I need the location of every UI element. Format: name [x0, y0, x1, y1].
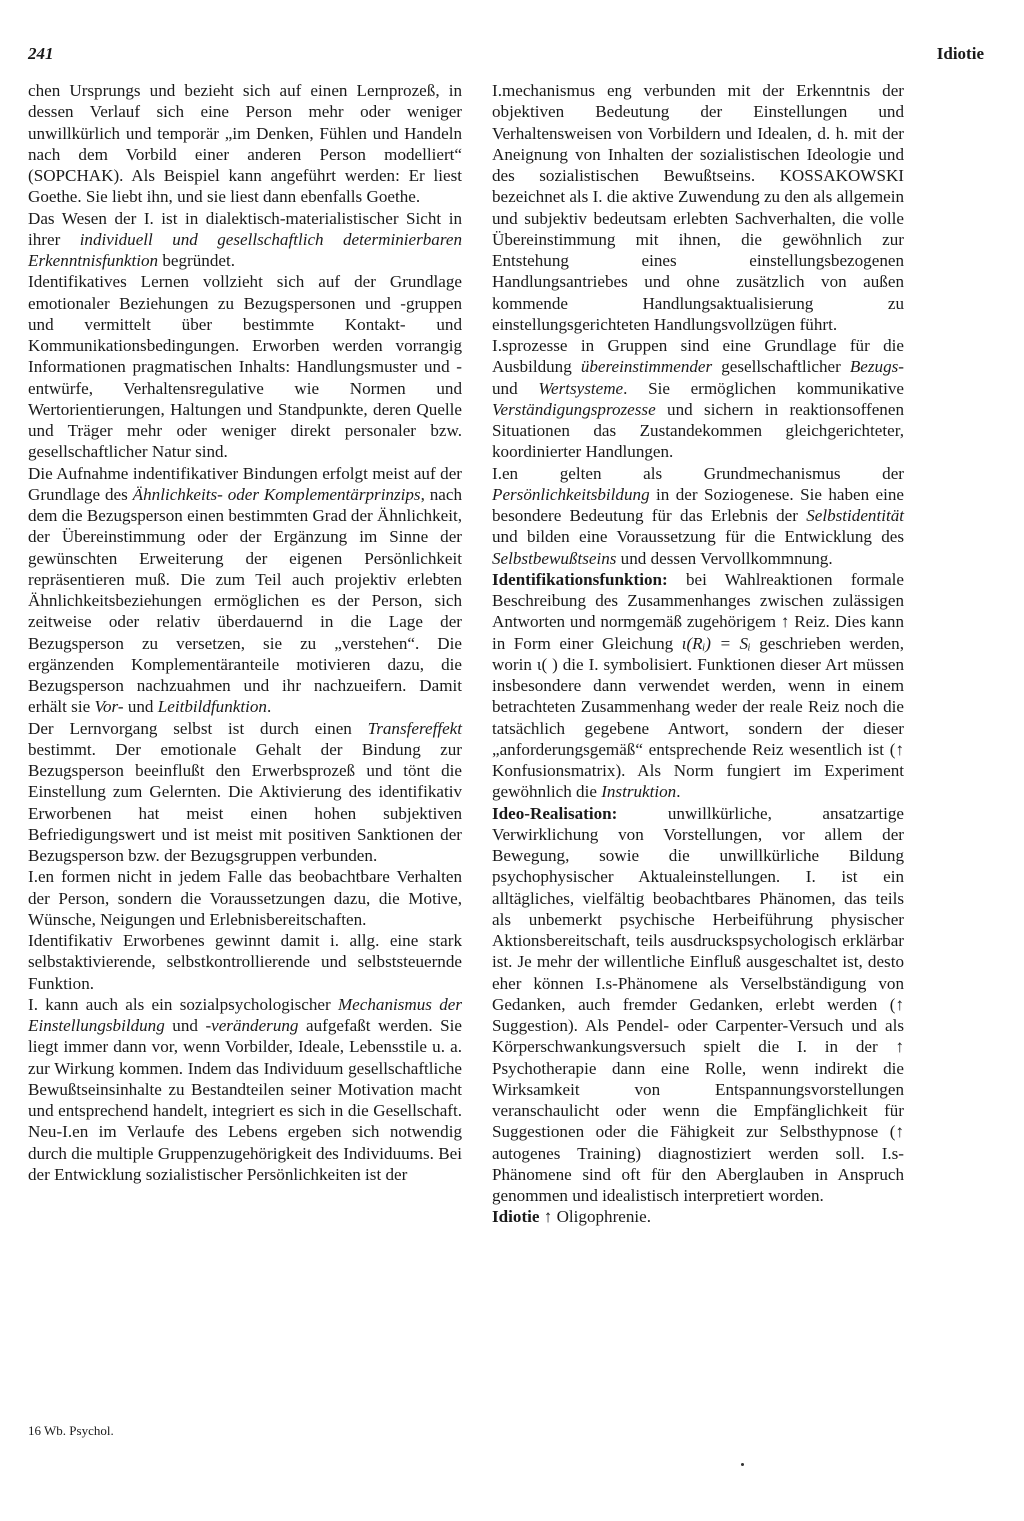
emphasis-text: Instruktion	[601, 782, 677, 802]
emphasis-text: übereinstimmender	[580, 357, 713, 377]
emphasis-text: Selbstbewußtseins	[492, 548, 617, 568]
text-run: .	[266, 697, 272, 717]
text-run: begründet.	[158, 251, 235, 270]
text-run: gesellschaftlicher	[712, 357, 850, 377]
text-run: I.mechanismus eng verbunden mit der Erkenntnis der objektiven Bedeutung der Einstellungen und Verhaltensweisen von Vorbildern und Idealen, d. h. mit der Aneignung von Inhalten der sozialistischen Ideologie und des sozialistischen Bewußtseins. KOSSAKOWSKI bezeichnet als I. die aktive Zuwendung zu den als allgemein und subjektiv bedeutsam erlebten Sachverhalten, die volle Übereinstimmung mit ihnen, die gewöhnlich zur Entstehung eines einstellungsbezogenen Handlungsantriebes und ohne zusätzlich von außen kommende Handlungsaktualisierung zu einstellungsgerichteten Handlungsvollzügen führt.	[492, 81, 904, 334]
text-run: aufgefaßt werden. Sie liegt immer dann vor, wenn Vorbilder, Ideale, Lebensstile u. a. zur Wirkung kommen. Indem das Individuum gesellschaftliche Bewußtseinsinhalte zu Bestandteilen seiner Motivation macht und entsprechend handelt, integriert es sich in die Gesellschaft. Neu-I.en im Verlaufe des Lebens ergeben sich notwendig durch die multiple Gruppenzugehörigkeit des Individuums. Bei der Entwicklung sozialistischer Persönlichkeiten ist der	[28, 1016, 463, 1184]
text-run: und dessen Vervollkommnung.	[616, 548, 833, 568]
paragraph	[492, 80, 904, 335]
emphasis-text: individuell und gesellschaftlich determinierbaren Erkenntnisfunktion	[28, 229, 462, 270]
paragraph	[28, 208, 462, 272]
paragraph	[492, 1206, 904, 1227]
paragraph	[28, 718, 462, 867]
print-speck	[741, 1463, 744, 1466]
paragraph	[28, 866, 462, 930]
text-run: und bilden eine Voraussetzung für die Entwicklung des	[492, 527, 904, 547]
text-run: chen Ursprungs und bezieht sich auf einen Lernprozeß, in dessen Verlauf sich eine Person mehr oder weniger unwillkürlich und temporär „im Denken, Fühlen und Handeln nach dem Vorbild einer anderen Person modelliert“ (SOPCHAK). Als Beispiel kann angeführt werden: Er liest Goethe. Sie liebt ihn, und sie liest dann ebenfalls Goethe.	[28, 81, 462, 207]
emphasis-text: Mechanismus der Einstellungsbildung	[28, 994, 462, 1035]
paragraph	[28, 994, 462, 1185]
paragraph	[28, 80, 462, 208]
text-run: und	[492, 378, 539, 398]
text-run: Der Lernvorgang selbst ist durch einen	[28, 718, 368, 738]
paragraph	[492, 335, 904, 463]
text-run: I.en formen nicht in jedem Falle das beobachtbare Verhalten der Person, sondern die Voraussetzungen dazu, die Motive, Wünsche, Neigungen und Erlebnisbereitschaften.	[28, 867, 462, 929]
text-run: Das Wesen der I. ist in dialektisch-materialistischer Sicht in ihrer	[28, 208, 462, 249]
running-head: Idiotie	[936, 44, 984, 63]
emphasis-text: Bezugs-	[849, 357, 904, 377]
text-run: und	[164, 1016, 206, 1035]
emphasis-text: -veränderung	[205, 1016, 299, 1035]
paragraph	[492, 803, 904, 1207]
left-column	[28, 80, 462, 1185]
emphasis-text: Ähnlichkeits- oder Komplementärprinzips	[132, 484, 421, 504]
paragraph	[28, 271, 462, 462]
text-run: I.en gelten als Grundmechanismus der	[492, 463, 904, 483]
emphasis-text: Selbstidentität	[806, 506, 904, 525]
text-run: Identifikatives Lernen vollzieht sich auf der Grundlage emotionaler Beziehungen zu Bezugspersonen und -gruppen und vermittelt über bestimmte Kontakt- und Kommunikationsbedingungen. Erworben werden vorrangig Informationen pragmatischen Inhalts: Handlungsmuster und -entwürfe, Verhaltensregulative wie Normen und Wertorientierungen, Haltungen und Standpunkte, deren Quelle und Träger mehr oder weniger direkt personaler bzw. gesellschaftlicher Natur sind.	[28, 272, 462, 462]
text-run: I.sprozesse in Gruppen sind eine Grundlage für die Ausbildung	[492, 336, 904, 377]
paragraph	[28, 930, 462, 994]
emphasis-text: Vor-	[94, 697, 124, 717]
emphasis-text: Transfereffekt	[367, 718, 462, 738]
paragraph	[492, 569, 904, 803]
text-run: , nach dem die Bezugsperson einen bestimmten Grad der Ähnlichkeit, der Übereinstimmung oder der Ergänzung im Sinne der gewünschten Erweiterung der eigenen Persönlichkeit repräsentieren muß. Die zum Teil auch projektiv erlebten Ähnlichkeitsbeziehungen ermöglichen es der Person, sich zeitweise oder relativ überdauernd in die Lage der Bezugsperson zu versetzen, sie zu „verstehen“. Die ergänzenden Komplementäranteile motivieren dazu, die Bezugsperson nachzuahmen und ihr nachzueifern. Damit erhält sie	[28, 484, 462, 717]
text-run: ↑ Oligophrenie.	[539, 1207, 652, 1227]
text-run: Identifikativ Erworbenes gewinnt damit i. allg. eine stark selbstaktivierende, selbstkontrollierende und selbststeuernde Funktion.	[28, 931, 462, 993]
entry-term: Idiotie	[492, 1207, 540, 1227]
text-run: bei Wahlreaktionen formale Beschreibung des Zusammenhanges zwischen zulässigen Antworten und normgemäß zugehörigem ↑ Reiz. Dies kann in Form einer Gleichung	[492, 569, 904, 653]
text-run: Die Aufnahme indentifikativer Bindungen erfolgt meist auf der Grundlage des	[28, 463, 462, 504]
paragraph	[28, 463, 462, 718]
text-run: I. kann auch als ein sozialpsychologischer	[28, 994, 338, 1014]
paragraph	[492, 463, 904, 569]
page-number: 241	[28, 44, 54, 63]
text-run: . Sie ermöglichen kommunikative	[623, 378, 904, 398]
entry-term: Ideo-Realisation:	[492, 803, 618, 823]
text-run: unwillkürliche, ansatzartige Verwirklichung von Vorstellungen, vor allem der Bewegung, sowie die unwillkürliche Bildung psychophysischer Aktualeinstellungen. I. ist ein alltägliches, vielfältig beobachtbares Phänomen, das teils als unbemerkt psychische Herbeiführung physischer Aktionsbereitschaft, teils ausdruckspsychologisch erklärbar ist. Je mehr der willentliche Einfluß ausgeschaltet ist, desto eher können I.s-Phänomene als Verselbständigung von Gedanken, auch fremder Gedanken, erlebt werden (↑ Suggestion). Als Pendel- oder Carpenter-Versuch und als Körperschwankungsversuch spielt die I. in der ↑ Psychotherapie dann eine Rolle, wenn indirekt die Wirksamkeit von Entspannungsvorstellungen veranschaulicht oder wenn die Empfänglichkeit für Suggestionen oder die Fähigkeit zur Selbsthypnose (↑ autogenes Training) diagnostiziert werden soll. I.s-Phänomene sind oft für den Aberglauben in Anspruch genommen und idealistisch interpretiert worden.	[492, 803, 904, 1205]
emphasis-text: Verständigungsprozesse	[492, 399, 656, 419]
text-run: .	[676, 782, 681, 802]
text-run: und sichern in reaktionsoffenen Situationen das Zustandekommen gleichgerichteter, koordinierter Handlungen.	[492, 399, 904, 462]
text-run: geschrieben werden, worin ι( ) die I. symbolisiert. Funktionen dieser Art müssen insbesondere dann verwendet werden, wenn in einem betrachteten Zusammenhang weder der reale Reiz noch die tatsächlich gegebene Antwort, sondern der dieser „anforderungsgemäß“ entsprechende Reiz wesentlich ist (↑ Konfusionsmatrix). Als Norm fungiert im Experiment gewöhnlich die	[492, 633, 904, 802]
emphasis-text: Wertsysteme	[538, 378, 624, 398]
footer-signature: 16 Wb. Psychol.	[28, 1423, 114, 1438]
text-run: und	[123, 697, 158, 717]
emphasis-text: Persönlichkeitsbildung	[492, 484, 650, 504]
entry-term: Identifikationsfunktion:	[492, 569, 668, 589]
text-run: bestimmt. Der emotionale Gehalt der Bindung zur Bezugsperson beeinflußt den Erwerbsprozeß und tönt die Einstellung zum Gelernten. Die Aktivierung des identifikativ Erworbenen hat meist einen hohen subjektiven Befriedigungswert und ist meist mit positiven Sanktionen der Bezugsperson bzw. der Bezugsgruppen verbunden.	[28, 739, 462, 865]
right-column	[492, 80, 904, 1228]
emphasis-text: ι(Rᵢ) = Sᵢ	[681, 633, 751, 653]
emphasis-text: Leitbildfunktion	[157, 697, 267, 717]
text-run: in der Soziogenese. Sie haben eine besondere Bedeutung für das Erlebnis der	[492, 484, 904, 525]
